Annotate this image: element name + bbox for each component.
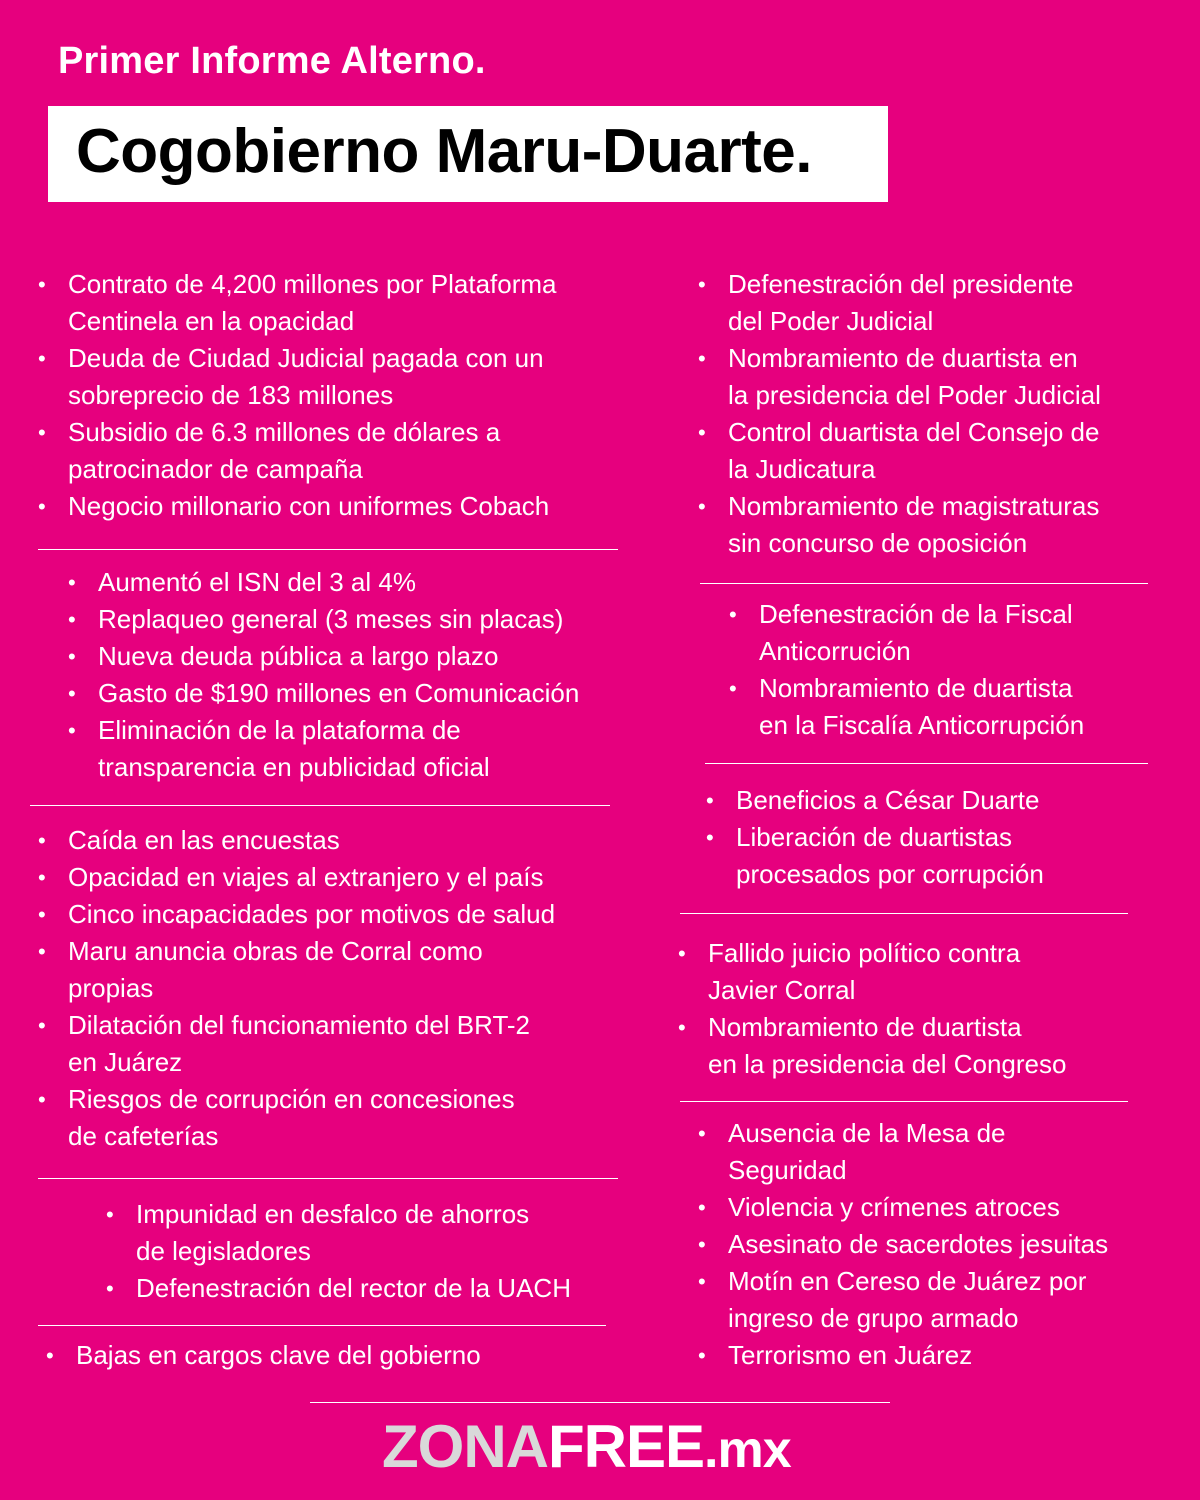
subtitle: Primer Informe Alterno.	[58, 40, 486, 82]
bullet-icon: •	[38, 272, 46, 297]
list-item-text: Nueva deuda pública a largo plazo	[98, 641, 499, 671]
list-item-text: Riesgos de corrupción en concesiones	[68, 1084, 515, 1114]
list-item-text: Fallido juicio político contra	[708, 938, 1021, 968]
list-item	[106, 1270, 571, 1307]
list-item-text: Defenestración de la Fiscal	[759, 599, 1073, 629]
list-item	[678, 935, 1066, 972]
divider	[38, 549, 618, 550]
list-item	[698, 414, 1101, 451]
list-item-text: Anticorrución	[759, 636, 911, 666]
list-item-text: en la Fiscalía Anticorrupción	[759, 710, 1085, 740]
list-item	[68, 675, 579, 712]
bullet-icon: •	[68, 718, 76, 743]
list-item-text: sin concurso de oposición	[728, 528, 1028, 558]
list-item	[698, 1226, 1108, 1263]
bullet-icon: •	[38, 939, 46, 964]
list-item-text: Impunidad en desfalco de ahorros	[136, 1199, 530, 1229]
bullet-icon: •	[38, 865, 46, 890]
bullet-icon: •	[68, 607, 76, 632]
bullet-icon: •	[729, 602, 737, 627]
bullet-icon: •	[38, 346, 46, 371]
title-box	[48, 106, 888, 202]
list-item-text: Bajas en cargos clave del gobierno	[76, 1340, 481, 1370]
list-item-text: transparencia en publicidad oficial	[98, 752, 490, 782]
list-item-text: ingreso de grupo armado	[728, 1303, 1019, 1333]
bullet-icon: •	[678, 941, 686, 966]
bullet-icon: •	[68, 570, 76, 595]
zonafree-logo	[382, 1412, 791, 1481]
list-item-text: Nombramiento de duartista en	[728, 343, 1078, 373]
list-item-continuation	[698, 303, 1101, 340]
list-item-text: Nombramiento de duartista	[708, 1012, 1022, 1042]
list-item	[706, 819, 1044, 856]
list-item-continuation	[38, 1118, 555, 1155]
list-item-text: propias	[68, 973, 154, 1003]
list-item	[38, 414, 557, 451]
list-item-text: Subsidio de 6.3 millones de dólares a	[68, 417, 501, 447]
list-item-text: Contrato de 4,200 millones por Plataforma	[68, 269, 557, 299]
list-item	[46, 1337, 481, 1374]
bullet-icon: •	[38, 902, 46, 927]
list-item	[698, 1263, 1108, 1300]
list-item-text: Defenestración del presidente	[728, 269, 1074, 299]
list-item-continuation	[698, 525, 1101, 562]
list-item	[38, 266, 557, 303]
bullet-icon: •	[698, 272, 706, 297]
bullet-icon: •	[106, 1276, 114, 1301]
list-item	[68, 712, 579, 749]
right-group-2	[729, 596, 1084, 744]
list-item	[38, 822, 555, 859]
list-item	[729, 596, 1084, 633]
right-group-4	[678, 935, 1066, 1083]
bullet-icon: •	[698, 1343, 706, 1368]
list-item	[38, 1081, 555, 1118]
list-item-continuation	[698, 1152, 1108, 1189]
bullet-icon: •	[706, 825, 714, 850]
list-item-continuation	[38, 377, 557, 414]
list-item-text: Centinela en la opacidad	[68, 306, 355, 336]
list-item	[38, 933, 555, 970]
logo-part-zona: ZONA	[382, 1413, 548, 1480]
right-group-3	[706, 782, 1044, 893]
list-item	[68, 638, 579, 675]
list-item-text: Maru anuncia obras de Corral como	[68, 936, 483, 966]
list-item-text: Gasto de $190 millones en Comunicación	[98, 678, 580, 708]
bullet-icon: •	[38, 494, 46, 519]
footer-divider	[310, 1402, 890, 1403]
bullet-icon: •	[38, 1013, 46, 1038]
list-item	[38, 340, 557, 377]
bullet-icon: •	[698, 1232, 706, 1257]
list-item-continuation	[38, 451, 557, 488]
divider	[680, 913, 1128, 914]
divider	[38, 1178, 618, 1179]
list-item-text: la Judicatura	[728, 454, 876, 484]
bullet-icon: •	[38, 420, 46, 445]
list-item	[678, 1009, 1066, 1046]
bullet-icon: •	[38, 1087, 46, 1112]
list-item	[698, 488, 1101, 525]
list-item-text: Replaqueo general (3 meses sin placas)	[98, 604, 564, 634]
bullet-icon: •	[698, 1269, 706, 1294]
left-group-2	[68, 564, 579, 786]
list-item-continuation	[678, 972, 1066, 1009]
list-item-text: en la presidencia del Congreso	[708, 1049, 1067, 1079]
list-item	[68, 564, 579, 601]
list-item-continuation	[38, 1044, 555, 1081]
bullet-icon: •	[678, 1015, 686, 1040]
list-item-continuation	[38, 303, 557, 340]
list-item	[698, 1115, 1108, 1152]
bullet-icon: •	[38, 828, 46, 853]
list-item-text: Defenestración del rector de la UACH	[136, 1273, 571, 1303]
list-item-text: Terrorismo en Juárez	[728, 1340, 973, 1370]
list-item-text: procesados por corrupción	[736, 859, 1044, 889]
list-item	[698, 1189, 1108, 1226]
list-item-text: del Poder Judicial	[728, 306, 934, 336]
list-item-continuation	[106, 1233, 571, 1270]
list-item-text: de legisladores	[136, 1236, 311, 1266]
list-item-text: Dilatación del funcionamiento del BRT-2	[68, 1010, 531, 1040]
list-item	[68, 601, 579, 638]
list-item-text: Violencia y crímenes atroces	[728, 1192, 1060, 1222]
right-group-5	[698, 1115, 1108, 1374]
list-item-text: la presidencia del Poder Judicial	[728, 380, 1101, 410]
logo-part-free: FREE	[547, 1413, 705, 1480]
right-group-1	[698, 266, 1101, 562]
list-item	[38, 488, 557, 525]
left-group-3	[38, 822, 555, 1155]
bullet-icon: •	[68, 681, 76, 706]
list-item-continuation	[68, 749, 579, 786]
bullet-icon: •	[698, 1121, 706, 1146]
list-item-text: sobreprecio de 183 millones	[68, 380, 394, 410]
list-item-continuation	[38, 970, 555, 1007]
divider	[705, 763, 1148, 764]
divider	[700, 583, 1148, 584]
list-item	[38, 1007, 555, 1044]
list-item-text: Opacidad en viajes al extranjero y el país	[68, 862, 544, 892]
bullet-icon: •	[106, 1202, 114, 1227]
list-item-text: Negocio millonario con uniformes Cobach	[68, 491, 550, 521]
list-item-text: Deuda de Ciudad Judicial pagada con un	[68, 343, 544, 373]
divider	[30, 805, 610, 806]
list-item-text: Nombramiento de magistraturas	[728, 491, 1100, 521]
bullet-icon: •	[68, 644, 76, 669]
list-item-text: Asesinato de sacerdotes jesuitas	[728, 1229, 1109, 1259]
list-item	[38, 896, 555, 933]
left-group-4	[106, 1196, 571, 1307]
list-item-text: Ausencia de la Mesa de	[728, 1118, 1006, 1148]
list-item	[729, 670, 1084, 707]
list-item	[706, 782, 1044, 819]
bullet-icon: •	[698, 420, 706, 445]
divider	[680, 1101, 1128, 1102]
list-item-continuation	[729, 707, 1084, 744]
left-group-5	[46, 1337, 481, 1374]
bullet-icon: •	[706, 788, 714, 813]
list-item-text: patrocinador de campaña	[68, 454, 363, 484]
bullet-icon: •	[729, 676, 737, 701]
bullet-icon: •	[698, 1195, 706, 1220]
list-item-text: Nombramiento de duartista	[759, 673, 1073, 703]
list-item	[698, 340, 1101, 377]
list-item-text: Cinco incapacidades por motivos de salud	[68, 899, 556, 929]
list-item-text: Aumentó el ISN del 3 al 4%	[98, 567, 416, 597]
list-item	[698, 266, 1101, 303]
bullet-icon: •	[698, 346, 706, 371]
list-item-continuation	[698, 377, 1101, 414]
list-item-text: Javier Corral	[708, 975, 856, 1005]
list-item	[698, 1337, 1108, 1374]
list-item-text: de cafeterías	[68, 1121, 219, 1151]
left-group-1	[38, 266, 557, 525]
list-item	[38, 859, 555, 896]
list-item-text: Control duartista del Consejo de	[728, 417, 1100, 447]
list-item-text: Seguridad	[728, 1155, 847, 1185]
list-item	[106, 1196, 571, 1233]
list-item-text: Motín en Cereso de Juárez por	[728, 1266, 1087, 1296]
page-title: Cogobierno Maru-Duarte.	[76, 117, 812, 186]
logo-part-mx: .mx	[704, 1421, 791, 1479]
list-item-continuation	[729, 633, 1084, 670]
list-item-text: Caída en las encuestas	[68, 825, 340, 855]
list-item-continuation	[706, 856, 1044, 893]
list-item-continuation	[678, 1046, 1066, 1083]
divider	[38, 1325, 606, 1326]
bullet-icon: •	[46, 1343, 54, 1368]
list-item-text: Beneficios a César Duarte	[736, 785, 1040, 815]
list-item-text: Eliminación de la plataforma de	[98, 715, 461, 745]
list-item-continuation	[698, 451, 1101, 488]
list-item-continuation	[698, 1300, 1108, 1337]
list-item-text: en Juárez	[68, 1047, 183, 1077]
bullet-icon: •	[698, 494, 706, 519]
list-item-text: Liberación de duartistas	[736, 822, 1013, 852]
